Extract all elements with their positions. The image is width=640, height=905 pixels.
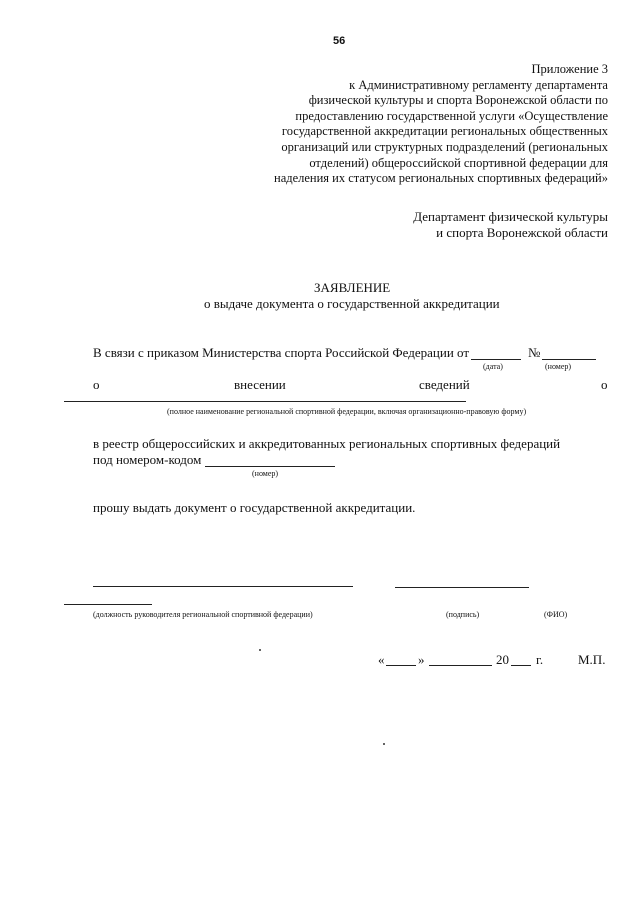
code-label: под номером-кодом	[93, 452, 202, 467]
organization-caption: (полное наименование региональной спортивной федерации, включая организационно-правовую форму)	[167, 407, 527, 416]
year-blank	[511, 665, 531, 666]
annex-line: государственной аккредитации региональных общественных	[281, 124, 608, 139]
signature-caption: (подпись)	[446, 610, 480, 619]
date-caption: (дата)	[483, 362, 503, 371]
annex-line: предоставлению государственной услуги «Осуществление	[295, 108, 608, 123]
speck	[383, 743, 385, 745]
month-blank	[429, 665, 492, 666]
number-sign: №	[528, 345, 541, 360]
signature-blank	[395, 587, 529, 588]
annex-line: Приложение 3	[531, 62, 608, 76]
annex-line: отделений) общероссийской спортивной федерации для	[309, 155, 608, 170]
addressee-line: и спорта Воронежской области	[436, 225, 608, 240]
position-caption: (должность руководителя региональной спортивной федерации)	[93, 610, 313, 619]
registry-text: в реестр общероссийских и аккредитованных региональных спортивных федераций	[93, 436, 561, 451]
request-text: прошу выдать документ о государственной аккредитации.	[93, 500, 416, 515]
page-number: 56	[333, 35, 346, 47]
word-vnesenii: внесении	[234, 377, 286, 392]
document-title: ЗАЯВЛЕНИЕ	[314, 280, 391, 295]
addressee	[413, 209, 608, 241]
stamp-label: М.П.	[578, 652, 606, 667]
organization-blank	[64, 401, 466, 402]
word-svedeniy: сведений	[419, 377, 470, 392]
name-caption: (ФИО)	[544, 610, 568, 619]
code-blank	[205, 466, 335, 467]
document-subtitle: о выдаче документа о государственной аккредитации	[204, 296, 500, 311]
annex-line: к Административному регламенту департамента	[349, 77, 608, 92]
annex-line: физической культуры и спорта Воронежской области по	[308, 93, 608, 108]
quote-close: »	[418, 652, 425, 667]
annex-line: организаций или структурных подразделений (региональных	[281, 139, 608, 154]
code-caption: (номер)	[252, 469, 279, 478]
annex-line: наделения их статусом региональных спортивных федераций»	[274, 171, 608, 186]
position-blank	[93, 586, 353, 587]
number-blank	[542, 359, 596, 360]
speck	[259, 649, 261, 651]
year-suffix: г.	[536, 652, 544, 667]
word-o-left: о	[93, 377, 100, 392]
number-caption: (номер)	[545, 362, 572, 371]
quote-open: «	[378, 652, 385, 667]
short-rule	[64, 604, 152, 605]
word-o-right: о	[601, 377, 608, 392]
annex-header	[274, 62, 608, 187]
order-text: В связи с приказом Министерства спорта Российской Федерации от	[93, 345, 470, 360]
date-blank	[471, 359, 521, 360]
day-blank	[386, 665, 416, 666]
year-prefix: 20	[496, 652, 509, 667]
addressee-line: Департамент физической культуры	[413, 209, 608, 224]
